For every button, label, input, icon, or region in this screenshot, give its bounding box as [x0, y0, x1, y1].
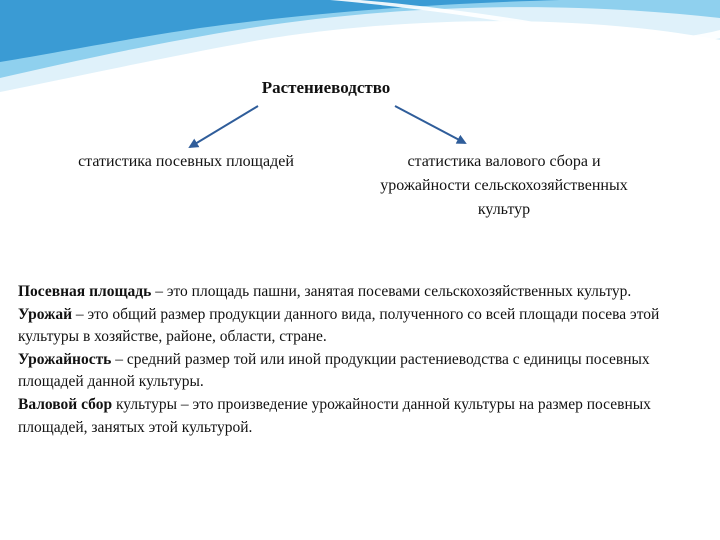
definition-gross-harvest	[18, 394, 698, 439]
definition-term: Посевная площадь	[18, 283, 152, 300]
definition-term: Валовой сбор	[18, 395, 113, 413]
definition-body: – это площадь пашни, занятая посевами сельскохозяйственных культур.	[151, 283, 632, 300]
definition-body: – средний размер той или иной продукции растениеводства с единицы посевных площадей данной культуры.	[18, 350, 650, 391]
definition-body: – это общий размер продукции данного вида, полученного со всей площади посева этой культуры в хозяйстве, районе, области, стране.	[18, 305, 660, 346]
diagram-title: Растениеводство	[261, 78, 391, 97]
definition-term: Урожайность	[18, 350, 112, 368]
arrow-left	[190, 106, 258, 147]
definition-sown-area	[18, 281, 698, 304]
definition-harvest	[18, 304, 698, 349]
arrow-right	[395, 106, 465, 143]
branch-sown-area-statistics: статистика посевных площадей	[78, 153, 294, 170]
branch-gross-harvest-statistics: статистика валового сбора и урожайности сельскохозяйственных культур	[380, 153, 628, 218]
definition-yield	[18, 349, 698, 394]
definition-term: Урожай	[18, 305, 73, 323]
definitions-text	[18, 281, 698, 439]
definition-body: культуры – это произведение урожайности данной культуры на размер посевных площадей, занятых этой культурой.	[18, 395, 651, 436]
